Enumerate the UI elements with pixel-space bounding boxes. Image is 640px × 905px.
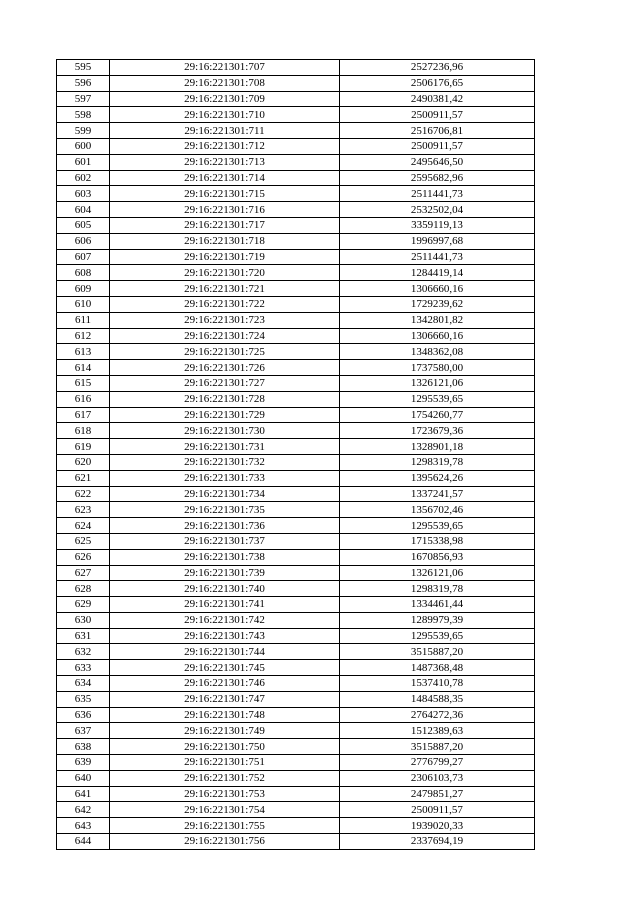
cadastral-value-table [56,59,535,850]
cadastral-number-cell: 29:16:221301:714 [110,170,340,186]
table-row [57,170,535,186]
cadastral-number-cell: 29:16:221301:755 [110,818,340,834]
cadastral-value-cell: 1337241,57 [340,486,535,502]
row-number-cell: 639 [57,755,110,771]
table-row [57,265,535,281]
cadastral-number-cell: 29:16:221301:750 [110,739,340,755]
table-row [57,676,535,692]
cadastral-value-cell: 1295539,65 [340,518,535,534]
table-row [57,660,535,676]
cadastral-value-cell: 1306660,16 [340,281,535,297]
table-row [57,312,535,328]
table-row [57,375,535,391]
row-number-cell: 614 [57,360,110,376]
table-row [57,549,535,565]
table-row [57,770,535,786]
cadastral-number-cell: 29:16:221301:743 [110,628,340,644]
cadastral-value-cell: 1295539,65 [340,391,535,407]
row-number-cell: 608 [57,265,110,281]
cadastral-value-cell: 1487368,48 [340,660,535,676]
cadastral-number-cell: 29:16:221301:756 [110,834,340,850]
cadastral-number-cell: 29:16:221301:747 [110,691,340,707]
cadastral-number-cell: 29:16:221301:740 [110,581,340,597]
row-number-cell: 632 [57,644,110,660]
table-row [57,154,535,170]
cadastral-value-cell: 3359119,13 [340,217,535,233]
row-number-cell: 617 [57,407,110,423]
cadastral-number-cell: 29:16:221301:720 [110,265,340,281]
cadastral-number-cell: 29:16:221301:733 [110,470,340,486]
cadastral-value-cell: 1289979,39 [340,612,535,628]
cadastral-value-cell: 2764272,36 [340,707,535,723]
cadastral-value-cell: 2511441,73 [340,186,535,202]
table-row [57,407,535,423]
cadastral-number-cell: 29:16:221301:746 [110,676,340,692]
row-number-cell: 598 [57,107,110,123]
cadastral-number-cell: 29:16:221301:748 [110,707,340,723]
cadastral-number-cell: 29:16:221301:734 [110,486,340,502]
row-number-cell: 618 [57,423,110,439]
cadastral-number-cell: 29:16:221301:730 [110,423,340,439]
table-row [57,107,535,123]
cadastral-number-cell: 29:16:221301:721 [110,281,340,297]
table-row [57,439,535,455]
table-row [57,123,535,139]
table-row [57,454,535,470]
cadastral-value-cell: 2306103,73 [340,770,535,786]
cadastral-value-cell: 2532502,04 [340,202,535,218]
cadastral-number-cell: 29:16:221301:728 [110,391,340,407]
cadastral-number-cell: 29:16:221301:749 [110,723,340,739]
row-number-cell: 642 [57,802,110,818]
table-row [57,581,535,597]
cadastral-value-cell: 1306660,16 [340,328,535,344]
table-row [57,328,535,344]
row-number-cell: 616 [57,391,110,407]
table-row [57,75,535,91]
cadastral-number-cell: 29:16:221301:751 [110,755,340,771]
table-row [57,217,535,233]
table-row [57,360,535,376]
row-number-cell: 629 [57,597,110,613]
row-number-cell: 631 [57,628,110,644]
cadastral-value-cell: 1939020,33 [340,818,535,834]
table-row [57,628,535,644]
table-row [57,786,535,802]
row-number-cell: 636 [57,707,110,723]
cadastral-value-cell: 1512389,63 [340,723,535,739]
row-number-cell: 621 [57,470,110,486]
row-number-cell: 633 [57,660,110,676]
cadastral-number-cell: 29:16:221301:735 [110,502,340,518]
cadastral-value-cell: 1298319,78 [340,581,535,597]
cadastral-value-cell: 1754260,77 [340,407,535,423]
cadastral-value-cell: 2500911,57 [340,107,535,123]
cadastral-number-cell: 29:16:221301:717 [110,217,340,233]
row-number-cell: 640 [57,770,110,786]
table-row [57,755,535,771]
table-row [57,344,535,360]
cadastral-value-cell: 2776799,27 [340,755,535,771]
table-row [57,802,535,818]
table-row [57,834,535,850]
row-number-cell: 611 [57,312,110,328]
cadastral-value-cell: 3515887,20 [340,644,535,660]
cadastral-number-cell: 29:16:221301:716 [110,202,340,218]
table-row [57,502,535,518]
cadastral-value-cell: 1348362,08 [340,344,535,360]
cadastral-value-cell: 1395624,26 [340,470,535,486]
cadastral-value-cell: 1334461,44 [340,597,535,613]
row-number-cell: 606 [57,233,110,249]
row-number-cell: 622 [57,486,110,502]
cadastral-value-cell: 1342801,82 [340,312,535,328]
cadastral-value-cell: 2495646,50 [340,154,535,170]
cadastral-number-cell: 29:16:221301:719 [110,249,340,265]
row-number-cell: 637 [57,723,110,739]
cadastral-number-cell: 29:16:221301:754 [110,802,340,818]
cadastral-value-cell: 2506176,65 [340,75,535,91]
cadastral-value-cell: 3515887,20 [340,739,535,755]
table-row [57,644,535,660]
cadastral-value-cell: 1326121,06 [340,375,535,391]
cadastral-number-cell: 29:16:221301:713 [110,154,340,170]
row-number-cell: 612 [57,328,110,344]
cadastral-value-cell: 1328901,18 [340,439,535,455]
cadastral-value-cell: 1284419,14 [340,265,535,281]
row-number-cell: 615 [57,375,110,391]
cadastral-number-cell: 29:16:221301:729 [110,407,340,423]
cadastral-value-cell: 2511441,73 [340,249,535,265]
cadastral-number-cell: 29:16:221301:724 [110,328,340,344]
table-row [57,60,535,76]
table-body [57,60,535,850]
table-row [57,186,535,202]
cadastral-value-cell: 2527236,96 [340,60,535,76]
row-number-cell: 597 [57,91,110,107]
row-number-cell: 628 [57,581,110,597]
cadastral-value-cell: 1729239,62 [340,296,535,312]
cadastral-number-cell: 29:16:221301:732 [110,454,340,470]
cadastral-number-cell: 29:16:221301:741 [110,597,340,613]
row-number-cell: 599 [57,123,110,139]
cadastral-number-cell: 29:16:221301:737 [110,533,340,549]
row-number-cell: 607 [57,249,110,265]
table-row [57,296,535,312]
cadastral-value-cell: 2516706,81 [340,123,535,139]
row-number-cell: 625 [57,533,110,549]
row-number-cell: 638 [57,739,110,755]
row-number-cell: 635 [57,691,110,707]
cadastral-number-cell: 29:16:221301:723 [110,312,340,328]
cadastral-number-cell: 29:16:221301:711 [110,123,340,139]
cadastral-number-cell: 29:16:221301:753 [110,786,340,802]
cadastral-value-cell: 1715338,98 [340,533,535,549]
row-number-cell: 610 [57,296,110,312]
table-row [57,707,535,723]
cadastral-number-cell: 29:16:221301:727 [110,375,340,391]
table-row [57,597,535,613]
table-row [57,249,535,265]
cadastral-value-cell: 1737580,00 [340,360,535,376]
row-number-cell: 604 [57,202,110,218]
row-number-cell: 634 [57,676,110,692]
row-number-cell: 600 [57,138,110,154]
table-row [57,202,535,218]
row-number-cell: 643 [57,818,110,834]
cadastral-number-cell: 29:16:221301:742 [110,612,340,628]
cadastral-number-cell: 29:16:221301:726 [110,360,340,376]
cadastral-number-cell: 29:16:221301:744 [110,644,340,660]
cadastral-number-cell: 29:16:221301:738 [110,549,340,565]
cadastral-number-cell: 29:16:221301:709 [110,91,340,107]
table-row [57,518,535,534]
table-row [57,565,535,581]
cadastral-value-cell: 2490381,42 [340,91,535,107]
cadastral-number-cell: 29:16:221301:707 [110,60,340,76]
cadastral-value-cell: 2595682,96 [340,170,535,186]
row-number-cell: 623 [57,502,110,518]
cadastral-value-cell: 2500911,57 [340,802,535,818]
row-number-cell: 619 [57,439,110,455]
cadastral-number-cell: 29:16:221301:736 [110,518,340,534]
table-row [57,138,535,154]
row-number-cell: 644 [57,834,110,850]
cadastral-number-cell: 29:16:221301:752 [110,770,340,786]
table-row [57,91,535,107]
cadastral-number-cell: 29:16:221301:725 [110,344,340,360]
cadastral-value-cell: 2479851,27 [340,786,535,802]
cadastral-number-cell: 29:16:221301:718 [110,233,340,249]
row-number-cell: 641 [57,786,110,802]
row-number-cell: 624 [57,518,110,534]
row-number-cell: 613 [57,344,110,360]
row-number-cell: 595 [57,60,110,76]
cadastral-value-cell: 1326121,06 [340,565,535,581]
table-row [57,423,535,439]
cadastral-number-cell: 29:16:221301:712 [110,138,340,154]
cadastral-value-cell: 1996997,68 [340,233,535,249]
table-row [57,233,535,249]
cadastral-number-cell: 29:16:221301:745 [110,660,340,676]
table-row [57,612,535,628]
row-number-cell: 602 [57,170,110,186]
table-row [57,723,535,739]
cadastral-value-cell: 1298319,78 [340,454,535,470]
cadastral-number-cell: 29:16:221301:715 [110,186,340,202]
table-row [57,281,535,297]
row-number-cell: 605 [57,217,110,233]
table-row [57,486,535,502]
row-number-cell: 603 [57,186,110,202]
table-row [57,533,535,549]
table-row [57,691,535,707]
cadastral-value-cell: 1295539,65 [340,628,535,644]
cadastral-value-cell: 1356702,46 [340,502,535,518]
table-row [57,470,535,486]
row-number-cell: 609 [57,281,110,297]
table-row [57,739,535,755]
cadastral-number-cell: 29:16:221301:722 [110,296,340,312]
cadastral-value-cell: 2337694,19 [340,834,535,850]
row-number-cell: 626 [57,549,110,565]
cadastral-value-cell: 1537410,78 [340,676,535,692]
row-number-cell: 601 [57,154,110,170]
row-number-cell: 627 [57,565,110,581]
table-row [57,818,535,834]
cadastral-number-cell: 29:16:221301:731 [110,439,340,455]
row-number-cell: 630 [57,612,110,628]
row-number-cell: 620 [57,454,110,470]
row-number-cell: 596 [57,75,110,91]
cadastral-value-cell: 1723679,36 [340,423,535,439]
table-row [57,391,535,407]
cadastral-number-cell: 29:16:221301:739 [110,565,340,581]
cadastral-value-cell: 2500911,57 [340,138,535,154]
cadastral-value-cell: 1484588,35 [340,691,535,707]
cadastral-number-cell: 29:16:221301:708 [110,75,340,91]
cadastral-number-cell: 29:16:221301:710 [110,107,340,123]
cadastral-value-cell: 1670856,93 [340,549,535,565]
